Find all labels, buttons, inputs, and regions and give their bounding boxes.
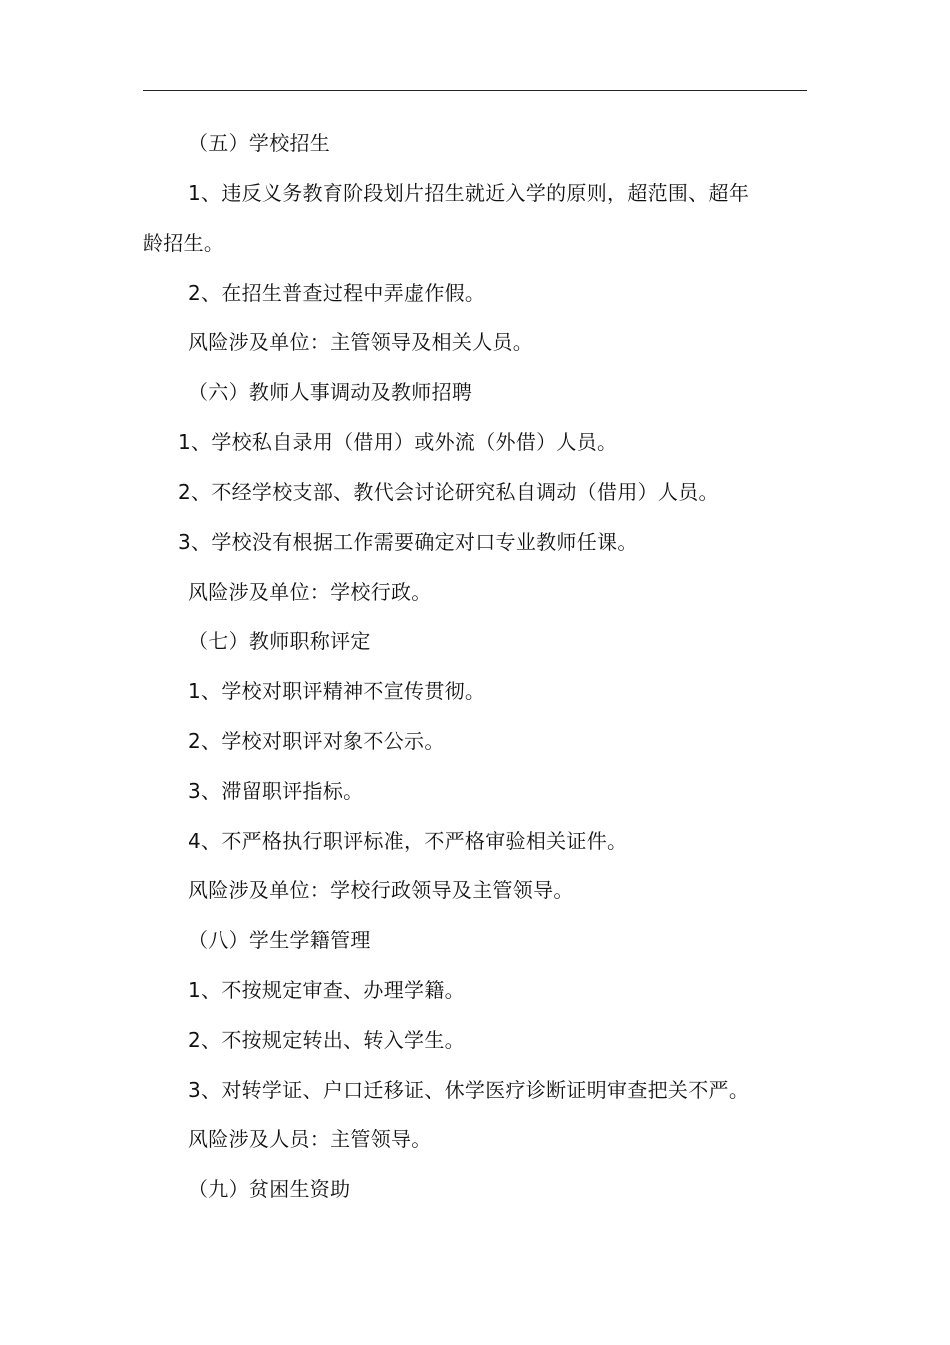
section-6-item-1: 1、学校私自录用（借用）或外流（外借）人员。 xyxy=(178,430,618,454)
section-7-item-4: 4、不严格执行职评标准，不严格审验相关证件。 xyxy=(188,829,628,853)
section-7-item-2: 2、学校对职评对象不公示。 xyxy=(188,729,445,753)
section-6-item-3: 3、学校没有根据工作需要确定对口专业教师任课。 xyxy=(178,530,638,554)
section-7-item-3: 3、滞留职评指标。 xyxy=(188,779,364,803)
section-heading-5: （五）学校招生 xyxy=(188,131,331,155)
section-5-item-1: 1、违反义务教育阶段划片招生就近入学的原则，超范围、超年 xyxy=(188,181,750,205)
section-7-item-1: 1、学校对职评精神不宣传贯彻。 xyxy=(188,679,486,703)
section-5-item-1-cont: 龄招生。 xyxy=(143,231,225,255)
section-8-item-3: 3、对转学证、户口迁移证、休学医疗诊断证明审查把关不严。 xyxy=(188,1078,750,1102)
section-7-risk: 风险涉及单位：学校行政领导及主管领导。 xyxy=(188,878,574,902)
section-heading-8: （八）学生学籍管理 xyxy=(188,928,371,952)
section-heading-6: （六）教师人事调动及教师招聘 xyxy=(188,380,473,404)
section-5-item-2: 2、在招生普查过程中弄虚作假。 xyxy=(188,281,486,305)
section-6-risk: 风险涉及单位：学校行政。 xyxy=(188,580,432,604)
section-5-risk: 风险涉及单位：主管领导及相关人员。 xyxy=(188,330,534,354)
section-8-item-1: 1、不按规定审查、办理学籍。 xyxy=(188,978,465,1002)
section-8-item-2: 2、不按规定转出、转入学生。 xyxy=(188,1028,465,1052)
section-heading-7: （七）教师职称评定 xyxy=(188,629,371,653)
header-rule xyxy=(143,90,807,91)
section-heading-9: （九）贫困生资助 xyxy=(188,1177,351,1201)
section-6-item-2: 2、不经学校支部、教代会讨论研究私自调动（借用）人员。 xyxy=(178,480,719,504)
section-8-risk: 风险涉及人员：主管领导。 xyxy=(188,1127,432,1151)
